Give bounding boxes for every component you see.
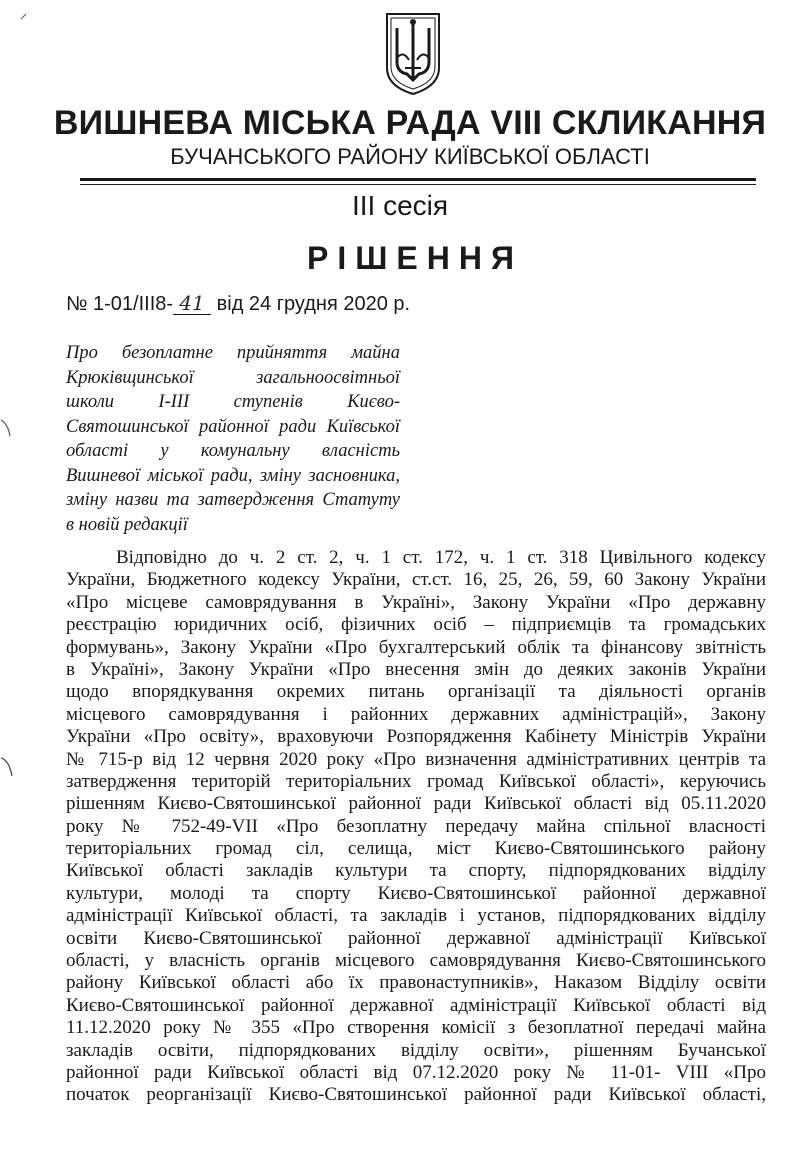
body-line: Київської області закладів культури та спорту, підпорядкованих відділу <box>66 860 766 882</box>
body-line: культури, молоді та спорту Києво-Святошинської районної державної <box>66 882 766 904</box>
body-line: Відповідно до ч. 2 ст. 2, ч. 1 ст. 172, ч. 1 ст. 318 Цивільного кодексу <box>116 547 766 568</box>
body-line: України «Про освіту», враховуючи Розпорядження Кабінету Міністрів України <box>66 726 766 748</box>
body-line: освіти Києво-Святошинської районної державної адміністрації Київської <box>66 927 766 949</box>
decision-subject <box>66 341 400 537</box>
trident-coat-of-arms-icon <box>383 10 443 96</box>
header-rule-thin <box>80 184 756 185</box>
body-line: області, у власність органів місцевого самоврядування Києво-Святошинського <box>66 950 766 972</box>
body-line: початок реорганізації Києво-Святошинської районної ради Київської області, <box>66 1084 766 1106</box>
header-rule-thick <box>80 178 756 181</box>
body-line: рішенням Києво-Святошинської районної ради Київської області від 05.11.2020 <box>66 793 766 815</box>
body-line: району Київської області або їх правонаступників», Наказом Відділу освіти <box>66 972 766 994</box>
decision-number-prefix: № 1-01/ІІІ8- <box>66 293 174 315</box>
body-line: затвердження територій територіальних громад Київської області», керуючись <box>66 770 766 792</box>
body-line: районної ради Київської області від 07.12.2020 року № 11-01- VIII «Про <box>66 1061 766 1083</box>
subject-line: зміну назви та затвердження Статуту <box>66 490 400 510</box>
scan-mark <box>0 756 14 780</box>
subject-line: Про безоплатне прийняття майна <box>66 343 400 363</box>
body-line: 11.12.2020 року № 355 «Про створення комісії з безоплатної передачі майна <box>66 1017 766 1039</box>
council-region: БУЧАНСЬКОГО РАЙОНУ КИЇВСЬКОЇ ОБЛАСТІ <box>170 144 650 169</box>
body-line: формувань», Закону України «Про бухгалтерський облік та фінансову звітність <box>66 636 766 658</box>
subject-line: школи І-ІІІ ступенів Києво- <box>66 392 400 412</box>
body-line: адміністрації Київської області, та закладів і установ, підпорядкованих відділу <box>66 905 766 927</box>
body-line: територіальних громад сіл, селища, міст Києво-Святошинського району <box>66 838 766 860</box>
session-label: III сесія <box>351 190 449 221</box>
body-line: року № 752-49-VII «Про безоплатну передачу майна спільної власності <box>66 815 766 837</box>
decision-date: від 24 грудня 2020 р. <box>211 293 411 315</box>
subject-line: Вишневої міської ради, зміну засновника, <box>66 465 400 486</box>
decision-heading: РІШЕННЯ <box>307 240 523 276</box>
scan-mark <box>20 12 28 20</box>
subject-line: Святошинської районної ради Київської <box>66 416 400 437</box>
body-line: «Про місцеве самоврядування в Україні», Закону України «Про державну <box>66 591 766 613</box>
body-line: в Україні», Закону України «Про внесення змін до деяких законів України <box>66 658 766 680</box>
subject-line: області у комунальну власність <box>66 441 400 461</box>
handwritten-number: 41 <box>173 292 211 315</box>
subject-line: в новій редакції <box>66 514 188 535</box>
body-line: України, Бюджетного кодексу України, ст.ст. 16, 25, 26, 59, 60 Закону України <box>66 569 766 591</box>
decision-body <box>66 547 766 1107</box>
subject-line: Крюківщинської загальноосвітньої <box>66 367 400 388</box>
body-line: реєстрацію юридичних осіб, фізичних осіб – підприємців та громадських <box>66 614 766 636</box>
body-line: закладів освіти, підпорядкованих відділу освіти», рішенням Бучанської <box>66 1039 766 1061</box>
body-line: щодо впорядкування окремих питань організації та діяльності органів <box>66 681 766 703</box>
decision-number <box>66 290 410 318</box>
council-title: ВИШНЕВА МІСЬКА РАДА VIII СКЛИКАННЯ <box>53 104 767 142</box>
body-line: Києво-Святошинської районної державної адміністрації Київської області від <box>66 994 766 1016</box>
body-line: № 715-р від 12 червня 2020 року «Про визначення адміністративних центрів та <box>66 748 766 770</box>
body-line: місцевого самоврядування і районних державних адміністрацій», Закону <box>66 703 766 725</box>
scan-mark <box>0 418 12 440</box>
